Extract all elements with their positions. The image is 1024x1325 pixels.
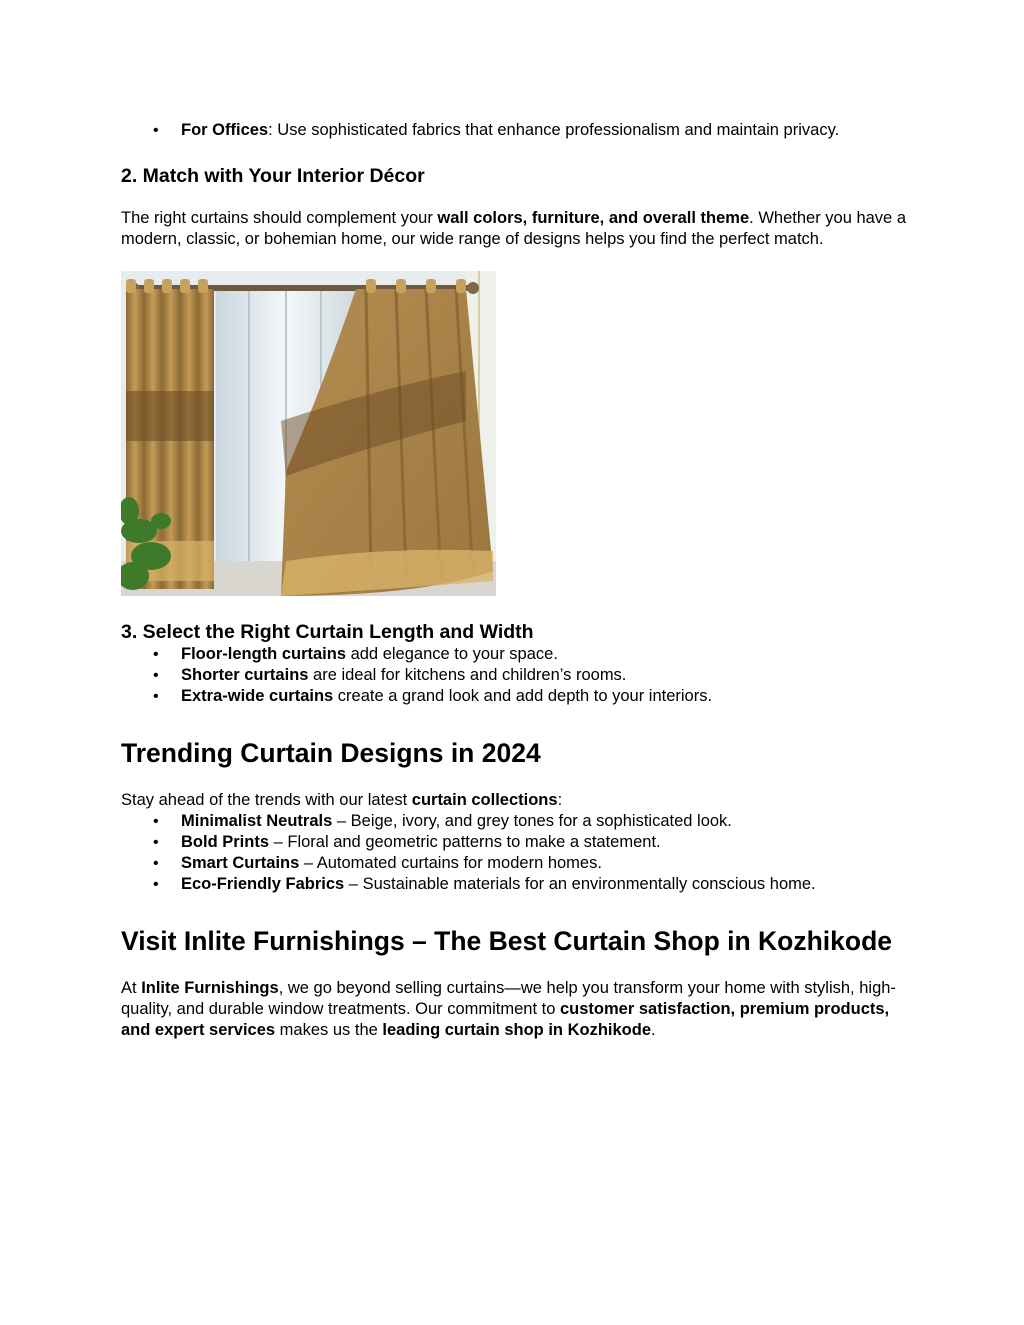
match-bold: wall colors, furniture, and overall theme <box>437 209 750 227</box>
list-item <box>121 832 911 853</box>
list-item <box>121 686 911 707</box>
length-list <box>121 644 911 707</box>
list-item <box>121 874 911 895</box>
trending-intro: Stay ahead of the trends with our latest <box>121 791 412 809</box>
visit-heading: Visit Inlite Furnishings – The Best Curtain Shop in Kozhikode <box>121 926 893 956</box>
length-item-label: Extra-wide curtains <box>181 687 334 705</box>
trending-heading: Trending Curtain Designs in 2024 <box>121 738 541 768</box>
trending-item-label: Minimalist Neutrals <box>181 812 333 830</box>
list-item <box>121 811 911 832</box>
length-heading: 3. Select the Right Curtain Length and Width <box>121 621 534 643</box>
visit-text-3: makes us the <box>275 1021 383 1039</box>
offices-label: For Offices <box>181 121 269 139</box>
visit-paragraph <box>121 978 911 1041</box>
offices-text: : Use sophisticated fabrics that enhance professionalism and maintain privacy. <box>268 121 840 139</box>
trending-end: : <box>557 791 563 809</box>
trending-item-text: – Floral and geometric patterns to make a statement. <box>269 833 661 851</box>
match-heading: 2. Match with Your Interior Décor <box>121 165 425 187</box>
offices-list <box>121 120 911 141</box>
trending-item-label: Smart Curtains <box>181 854 300 872</box>
match-rest: . Whether you have a modern, classic, or bohemian home, our wide range of designs helps you find the perfect match. <box>121 209 906 248</box>
list-item <box>121 665 911 686</box>
match-paragraph <box>121 208 911 250</box>
curtain-photo <box>121 271 496 596</box>
visit-bold-1: Inlite Furnishings <box>141 979 279 997</box>
length-item-label: Shorter curtains <box>181 666 309 684</box>
list-item <box>121 853 911 874</box>
visit-text-1: At <box>121 979 142 997</box>
list-item <box>121 644 911 665</box>
length-item-text: create a grand look and add depth to your interiors. <box>333 687 713 705</box>
trending-item-text: – Automated curtains for modern homes. <box>299 854 602 872</box>
visit-bold-3: leading curtain shop in Kozhikode <box>382 1021 652 1039</box>
trending-list <box>121 811 911 895</box>
trending-item-label: Eco-Friendly Fabrics <box>181 875 345 893</box>
trending-item-text: – Sustainable materials for an environmentally conscious home. <box>344 875 816 893</box>
visit-text-4: . <box>651 1021 656 1039</box>
match-intro: The right curtains should complement your <box>121 209 438 227</box>
length-item-label: Floor-length curtains <box>181 645 346 663</box>
document-content <box>121 120 911 1041</box>
trending-item-text: – Beige, ivory, and grey tones for a sophisticated look. <box>332 812 732 830</box>
length-item-text: are ideal for kitchens and children’s rooms. <box>308 666 627 684</box>
trending-item-label: Bold Prints <box>181 833 270 851</box>
trending-paragraph <box>121 790 911 811</box>
visit-text-2: , we go beyond selling curtains—we help you transform your home with stylish, high-quality, and durable window treatments. Our commitment to <box>121 979 896 1018</box>
visit-bold-2: customer satisfaction, premium products, and expert services <box>121 1000 890 1039</box>
list-item <box>121 120 911 141</box>
trending-bold: curtain collections <box>411 791 558 809</box>
length-item-text: add elegance to your space. <box>346 645 558 663</box>
